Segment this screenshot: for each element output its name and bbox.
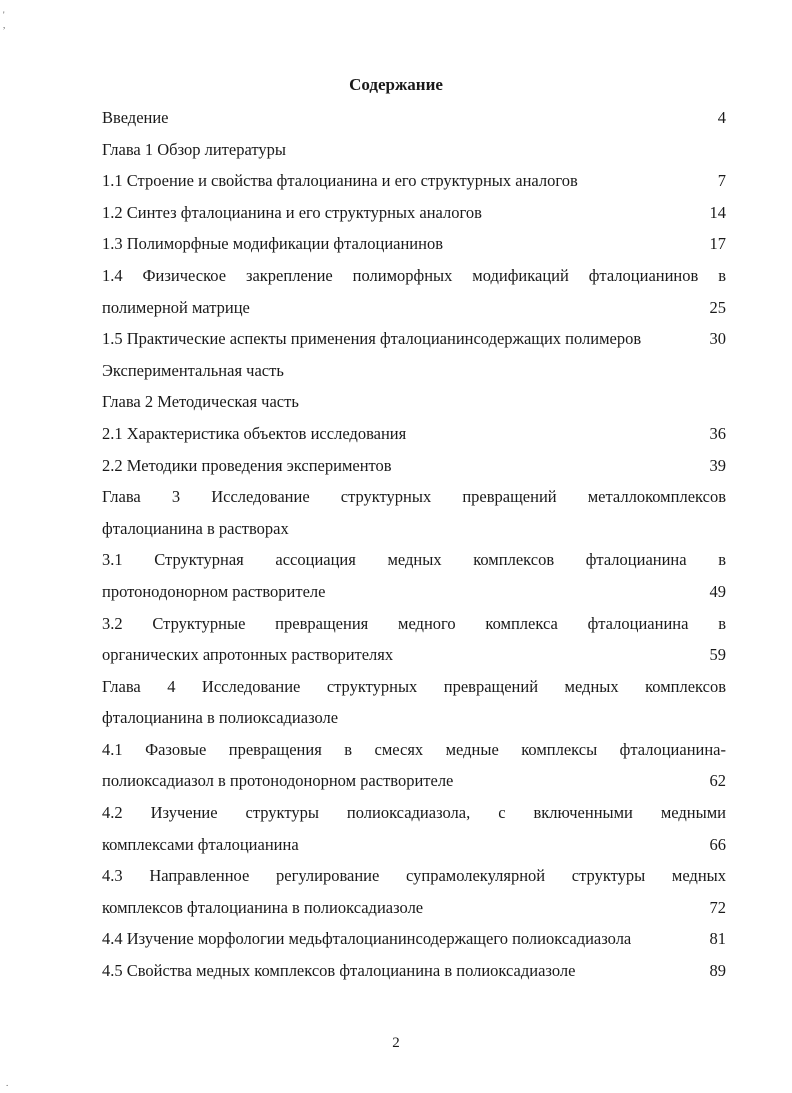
toc-entry-2-2 [102, 450, 726, 482]
toc-entry-title: 1.5 Практические аспекты применения фталоцианинсодержащих полимеров [102, 329, 642, 349]
toc-entry-page: 89 [709, 961, 726, 981]
page-title: Содержание [349, 75, 443, 94]
toc-entry-3-1 [102, 576, 726, 608]
toc-entry-title: 4.5 Свойства медных комплексов фталоцианина в полиоксадиазоле [102, 961, 576, 981]
toc-entry-1-1 [102, 165, 726, 197]
scan-mark: , [3, 20, 6, 30]
toc-entry-page: 72 [709, 897, 726, 917]
toc-entry-chapter-2 [102, 386, 726, 418]
toc-entry-4-2-line1: 4.2 Изучение структуры полиоксадиазола, с включенными медными [102, 803, 726, 823]
toc-entry-4-1 [102, 765, 726, 797]
toc-entry-title: 2.1 Характеристика объектов исследования [102, 423, 407, 443]
toc-entry-1-3 [102, 228, 726, 260]
toc-entry-4-3 [102, 892, 726, 924]
page-number: 2 [392, 1035, 400, 1051]
toc-entry-title: полимерной матрице [102, 297, 250, 317]
toc-entry-title: протонодонорном растворителе [102, 581, 326, 601]
toc-entry-title: Экспериментальная часть [102, 360, 284, 380]
toc-entry-title: фталоцианина в растворах [102, 518, 289, 538]
toc-entry-3-2-line1: 3.2 Структурные превращения медного комплекса фталоцианина в [102, 613, 726, 633]
toc-entry-title: 2.2 Методики проведения экспериментов [102, 455, 392, 475]
toc-entry-page: 49 [709, 581, 726, 601]
toc-entry-title: 1.2 Синтез фталоцианина и его структурных аналогов [102, 202, 482, 222]
toc-entry-4-1-line1: 4.1 Фазовые превращения в смесях медные комплексы фталоцианина- [102, 739, 726, 759]
toc-entry-page: 62 [709, 771, 726, 791]
toc-entry-page: 25 [709, 297, 726, 317]
table-of-contents [102, 102, 726, 987]
toc-entry-introduction [102, 102, 726, 134]
toc-entry-2-1 [102, 418, 726, 450]
toc-entry-page: 66 [709, 834, 726, 854]
toc-entry-title: 4.4 Изучение морфологии медьфталоцианинсодержащего полиоксадиазола [102, 929, 632, 949]
toc-entry-page: 17 [709, 234, 726, 254]
toc-entry-1-4-line1: 1.4 Физическое закрепление полиморфных модификаций фталоцианинов в [102, 265, 726, 285]
scan-mark: . [6, 1078, 9, 1088]
toc-entry-1-4 [102, 292, 726, 324]
toc-entry-page: 39 [709, 455, 726, 475]
toc-entry-3-1-line1: 3.1 Структурная ассоциация медных комплексов фталоцианина в [102, 550, 726, 570]
toc-entry-3-2 [102, 639, 726, 671]
toc-entry-title: 1.3 Полиморфные модификации фталоцианинов [102, 234, 443, 254]
toc-entry-chapter-3-line1: Глава 3 Исследование структурных превращений металлокомплексов [102, 487, 726, 507]
toc-entry-title: 1.1 Строение и свойства фталоцианина и его структурных аналогов [102, 171, 578, 191]
toc-entry-title: Введение [102, 108, 169, 127]
toc-entry-1-2 [102, 197, 726, 229]
toc-entry-experimental-part [102, 355, 726, 387]
toc-entry-4-3-line1: 4.3 Направленное регулирование супрамолекулярной структуры медных [102, 866, 726, 886]
toc-entry-chapter-4-line1: Глава 4 Исследование структурных превращений медных комплексов [102, 676, 726, 696]
toc-entry-1-5 [102, 323, 726, 355]
scan-mark: ' [3, 10, 5, 20]
toc-entry-page: 7 [717, 171, 726, 191]
toc-entry-chapter-3 [102, 513, 726, 545]
toc-entry-chapter-4 [102, 702, 726, 734]
toc-entry-title: комплексами фталоцианина [102, 834, 299, 854]
toc-entry-4-2 [102, 829, 726, 861]
toc-entry-page: 30 [709, 329, 726, 349]
toc-entry-page: 14 [709, 202, 726, 222]
toc-entry-title: комплексов фталоцианина в полиоксадиазоле [102, 897, 424, 917]
toc-entry-chapter-1 [102, 134, 726, 166]
toc-entry-title: органических апротонных растворителях [102, 645, 394, 665]
toc-entry-title: Глава 1 Обзор литературы [102, 139, 286, 159]
toc-entry-4-5 [102, 955, 726, 987]
toc-entry-page: 36 [709, 423, 726, 443]
toc-entry-title: фталоцианина в полиоксадиазоле [102, 708, 339, 728]
toc-entry-title: Глава 2 Методическая часть [102, 392, 299, 412]
toc-entry-page: 59 [709, 645, 726, 665]
toc-entry-4-4 [102, 923, 726, 955]
toc-entry-page: 81 [709, 929, 726, 949]
toc-entry-page: 4 [717, 108, 726, 127]
toc-entry-title: полиоксадиазол в протонодонорном растворителе [102, 771, 454, 791]
